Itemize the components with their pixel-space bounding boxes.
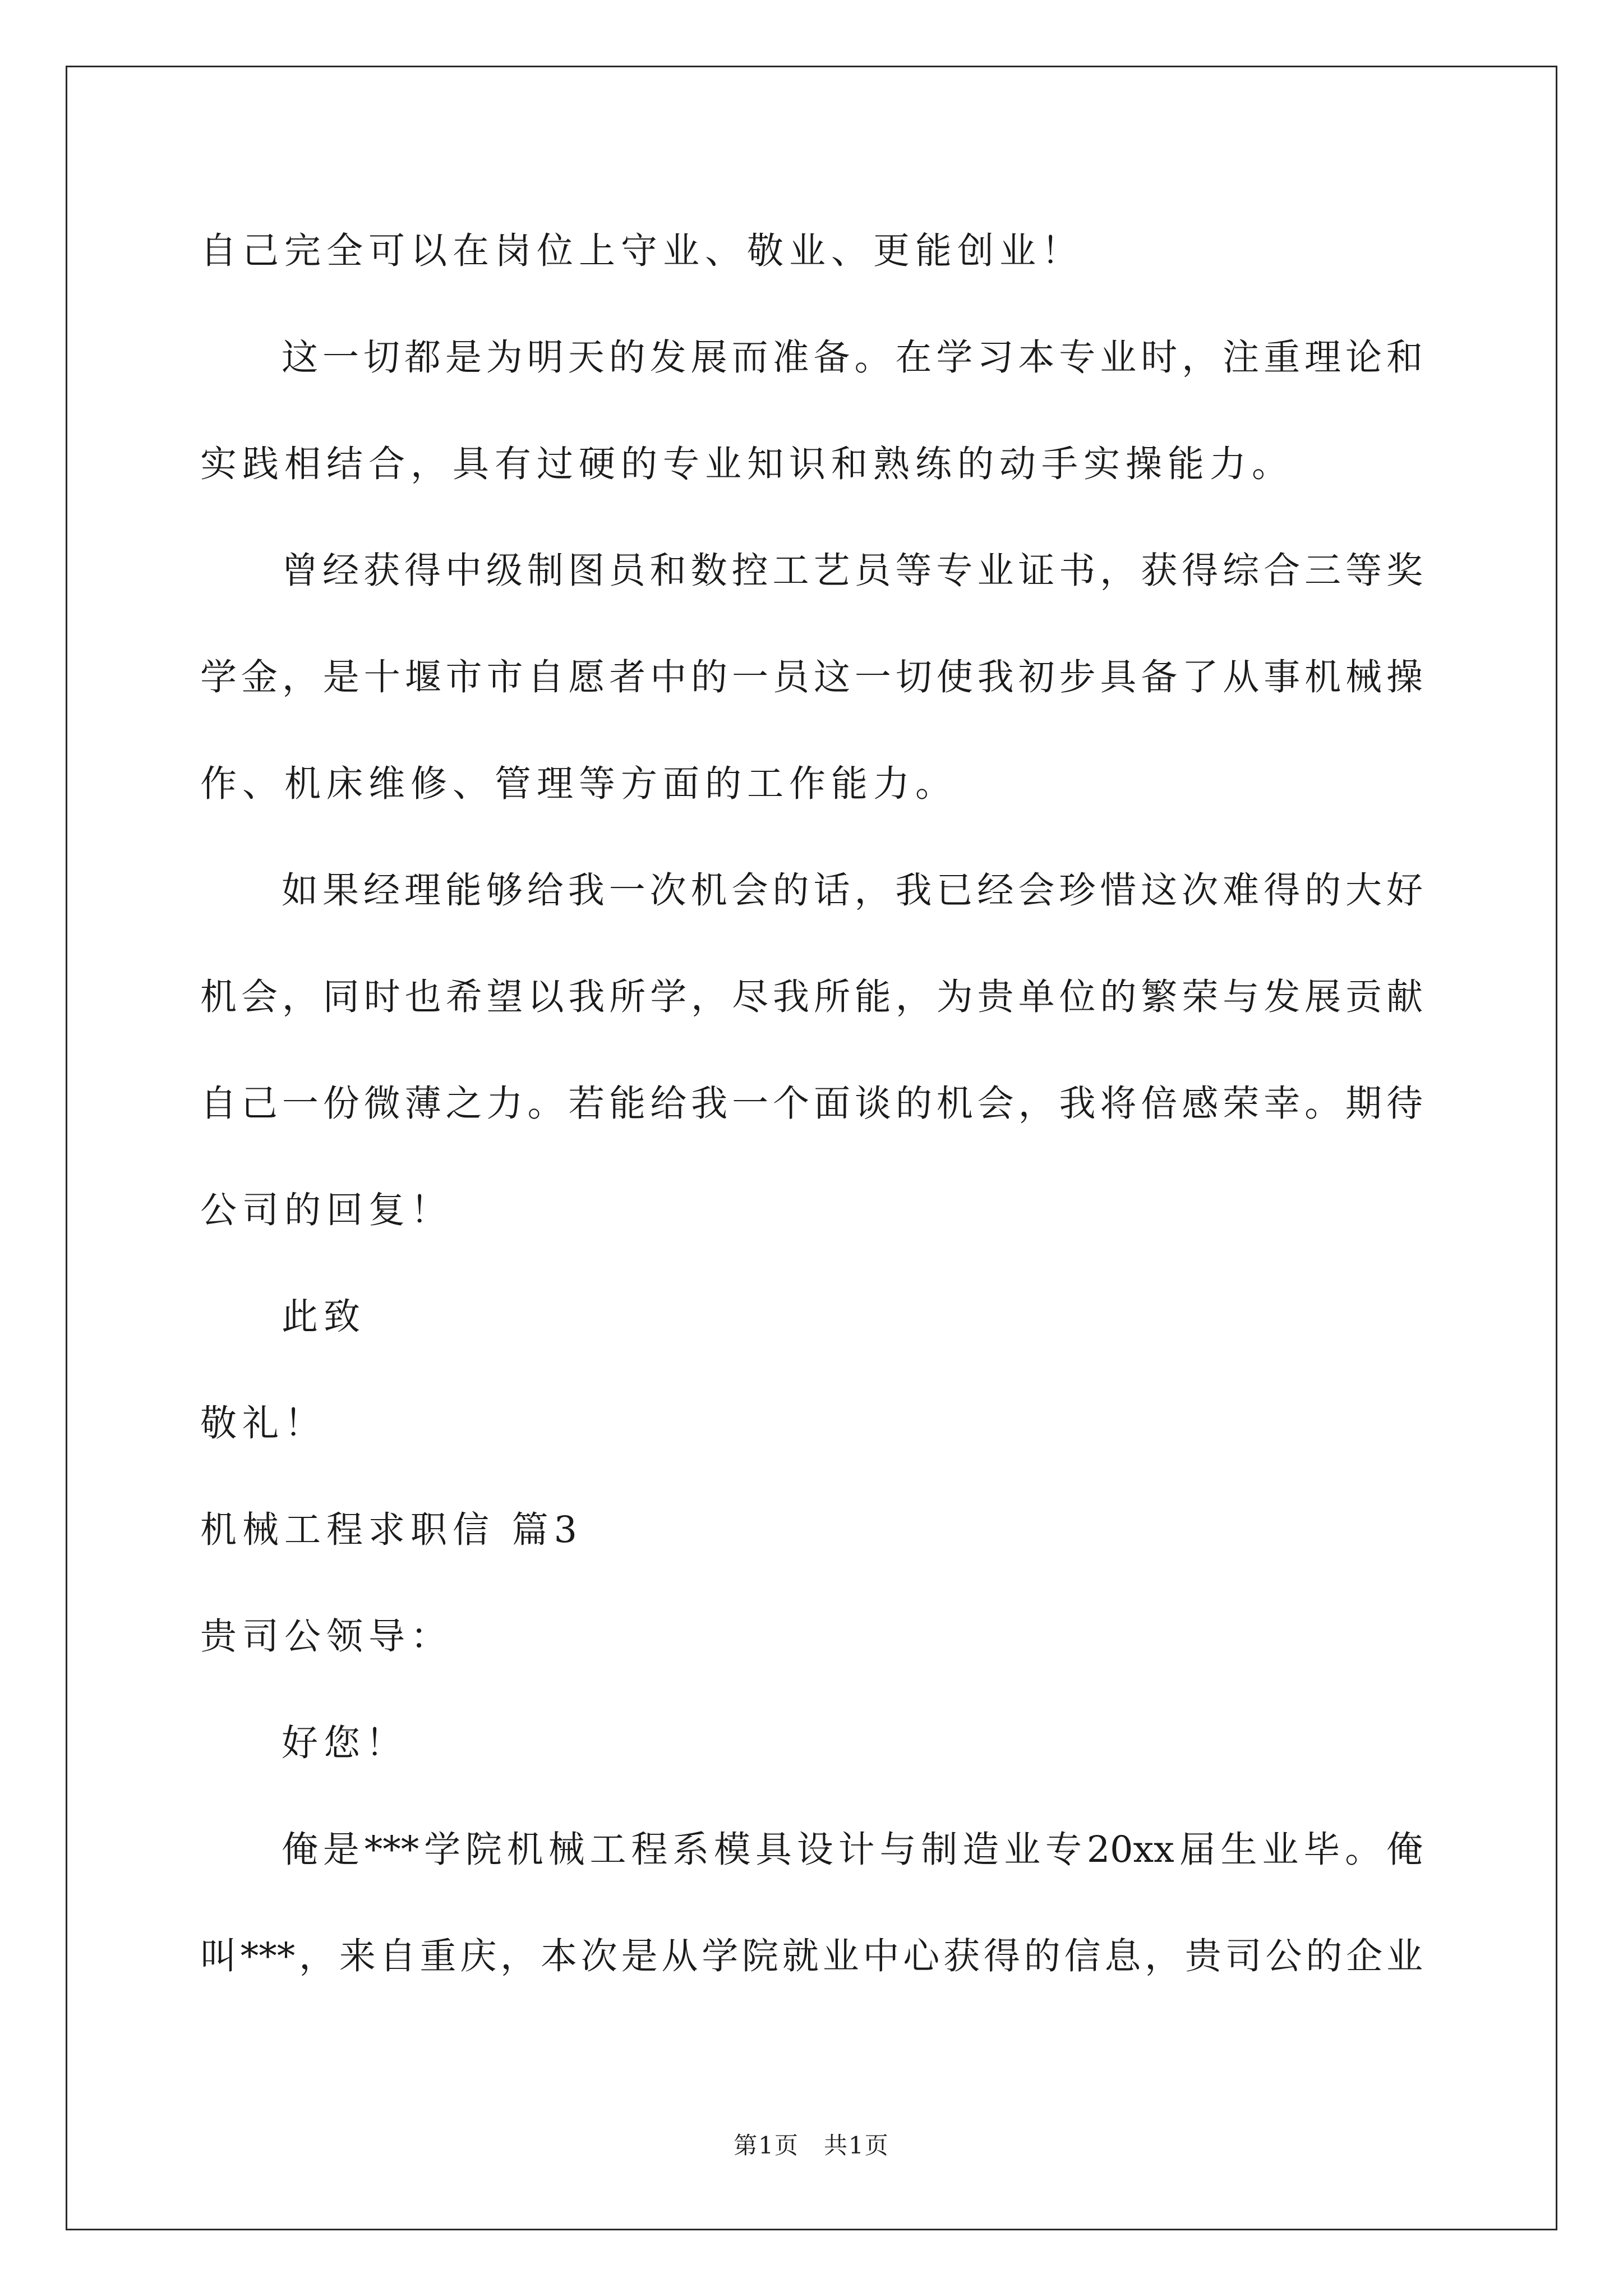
text-line-6: 作、机床维修、管理等方面的工作能力。 (200, 763, 958, 805)
salutation-closing: 此致 (282, 1296, 366, 1338)
page-footer: 第1页 共1页 (734, 2132, 889, 2159)
letter-greeting: 好您！ (282, 1722, 408, 1764)
text-line-9: 自己一份微薄之力。若能给我一个面谈的机会，我将倍感荣幸。期待 (200, 1083, 1423, 1125)
page-border (66, 66, 1557, 2230)
text-line-2: 这一切都是为明天的发展而准备。在学习本专业时，注重理论和 (282, 337, 1423, 379)
text-line-8: 机会，同时也希望以我所学，尽我所能，为贵单位的繁荣与发展贡献 (200, 976, 1423, 1018)
text-line-3: 实践相结合，具有过硬的专业知识和熟练的动手实操能力。 (200, 443, 1294, 485)
text-line-5: 学金，是十堰市市自愿者中的一员这一切使我初步具备了从事机械操 (200, 656, 1423, 698)
section-heading: 机械工程求职信 篇3 (200, 1509, 583, 1551)
text-line-7: 如果经理能够给我一次机会的话，我已经会珍惜这次难得的大好 (282, 869, 1423, 912)
salutation-regards: 敬礼！ (200, 1402, 327, 1444)
text-line-4: 曾经获得中级制图员和数控工艺员等专业证书，获得综合三等奖 (282, 550, 1423, 592)
letter-addressee: 贵司公领导： (200, 1616, 453, 1658)
text-line-16: 俺是***学院机械工程系模具设计与制造业专20xx届生业毕。俺 (282, 1829, 1423, 1871)
text-line-10: 公司的回复！ (200, 1189, 453, 1231)
text-line-1: 自己完全可以在岗位上守业、敬业、更能创业！ (200, 230, 1084, 272)
text-line-17: 叫***，来自重庆，本次是从学院就业中心获得的信息，贵司公的企业 (200, 1935, 1423, 1977)
